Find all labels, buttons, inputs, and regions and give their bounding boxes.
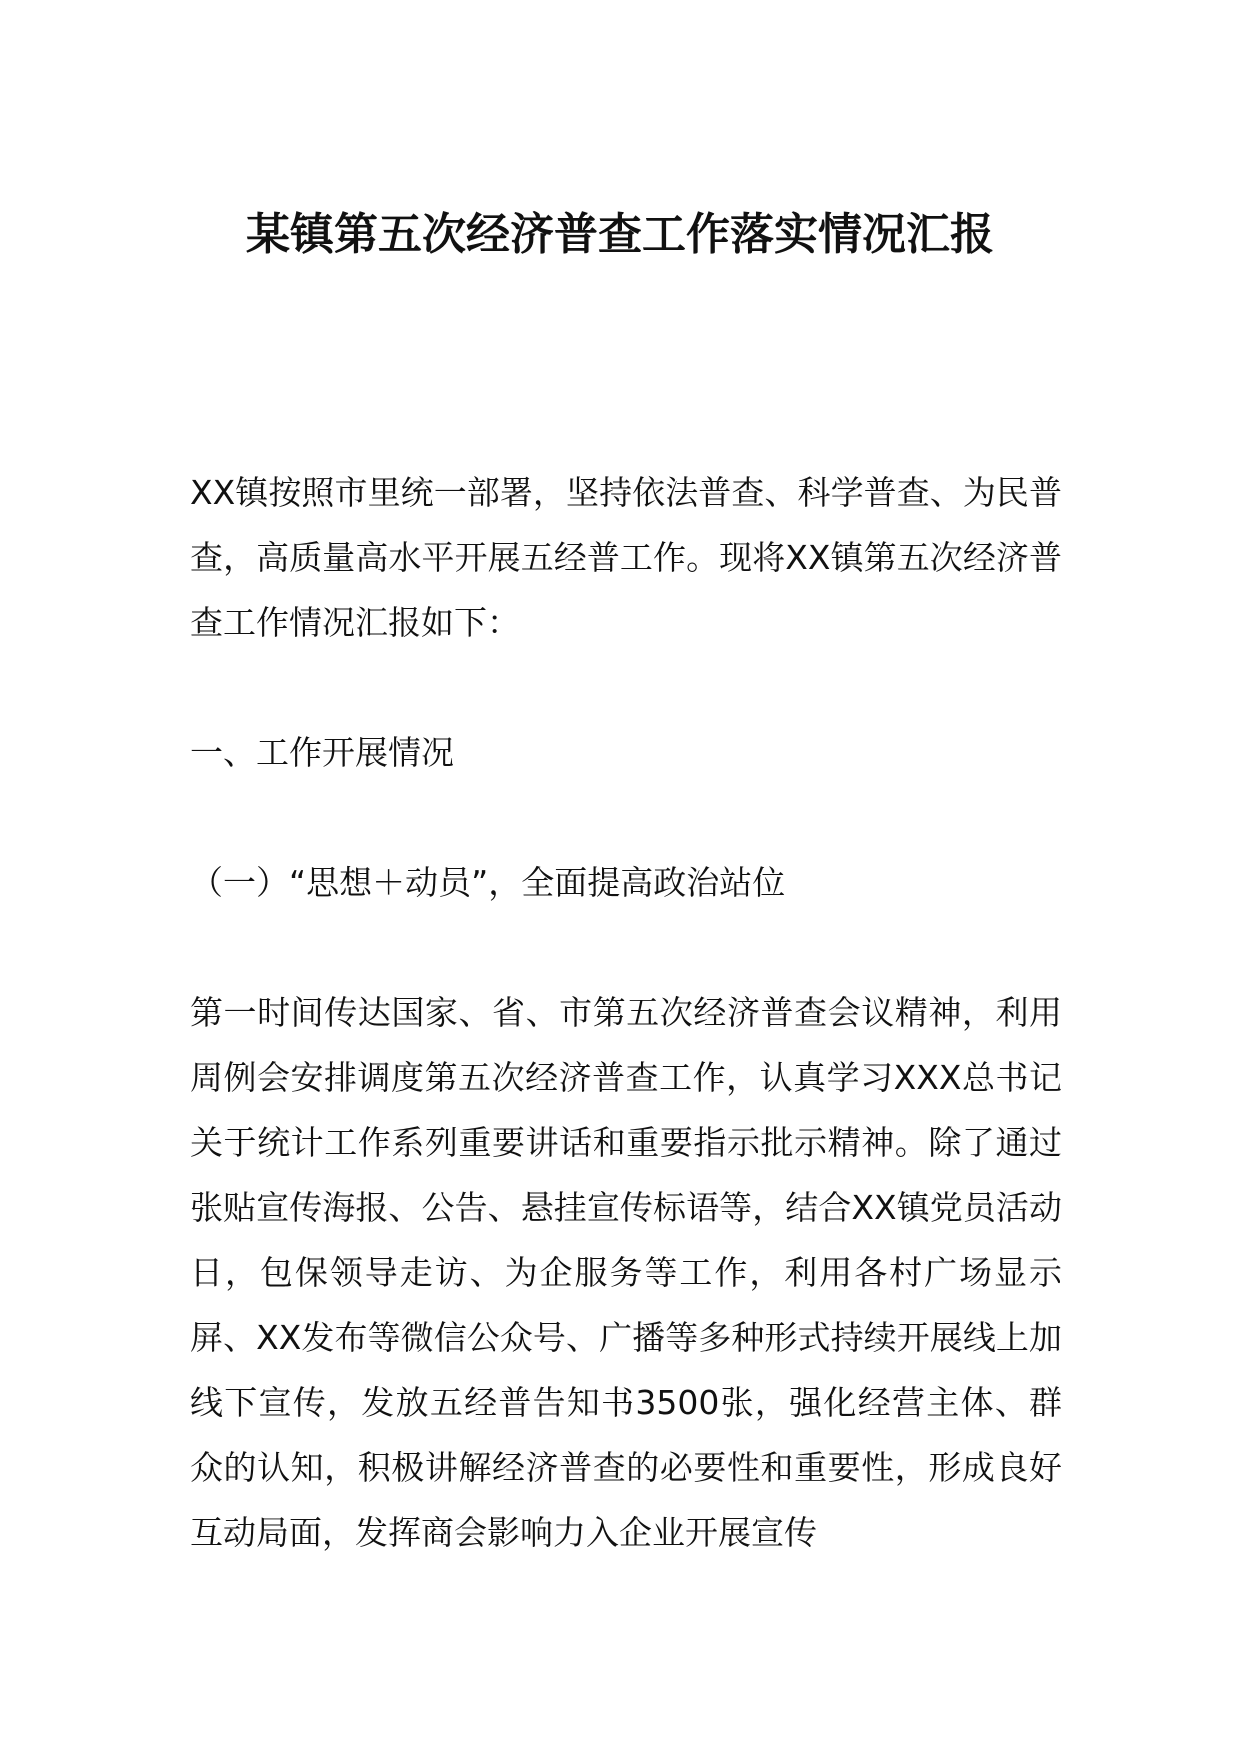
document-title: 某镇第五次经济普查工作落实情况汇报: [246, 209, 994, 260]
subsection-heading: （一）“思想＋动员”，全面提高政治站位: [190, 863, 786, 902]
body-paragraph: 第一时间传达国家、省、市第五次经济普查会议精神，利用周例会安排调度第五次经济普查工作，认真学习XXX总书记关于统计工作系列重要讲话和重要指示批示精神。除了通过张贴宣传海报、公告、悬挂宣传标语等，结合XX镇党员活动日，包保领导走访、为企服务等工作，利用各村广场显示屏、XX发布等微信公众号、广播等多种形式持续开展线上加线下宣传，发放五经普告知书3500张，强化经营主体、群众的认知，积极讲解经济普查的必要性和重要性，形成良好互动局面，发挥商会影响力入企业开展宣传: [190, 993, 1062, 1552]
section-heading: 一、工作开展情况: [190, 733, 454, 772]
document-body: [190, 460, 1062, 1565]
intro-paragraph: XX镇按照市里统一部署，坚持依法普查、科学普查、为民普查，高质量高水平开展五经普工作。现将XX镇第五次经济普查工作情况汇报如下：: [190, 473, 1062, 642]
